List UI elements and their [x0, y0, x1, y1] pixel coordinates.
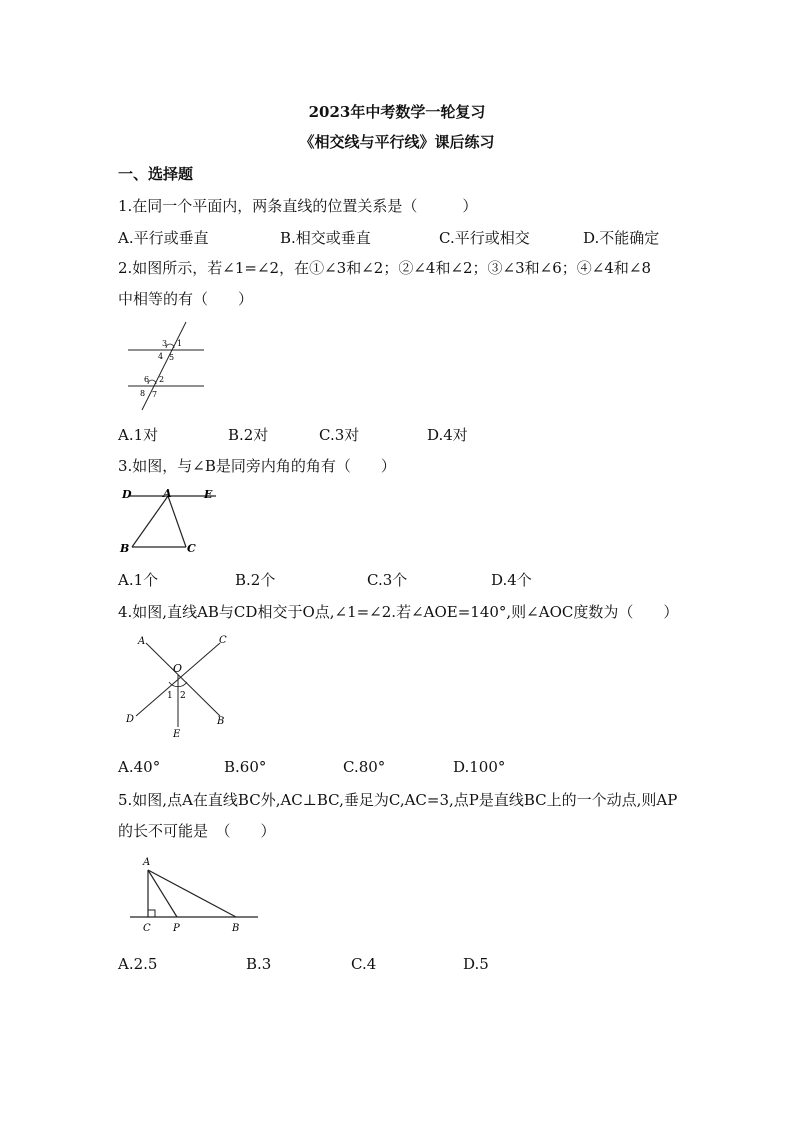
q5-label-p: P: [173, 923, 180, 934]
q3-side-ab: [132, 496, 168, 547]
q2-option-a: A.1对: [118, 426, 159, 444]
q1-option-b: B.相交或垂直: [280, 229, 371, 247]
q3-option-b: B.2个: [235, 571, 276, 589]
q5-stem-line2: 的长不可能是 （ ）: [118, 822, 276, 840]
q3-label-a: A: [163, 487, 172, 500]
q5-stem-line1: 5.如图,点A在直线BC外,AC⊥BC,垂足为C,AC=3,点P是直线BC上的一个动点,则AP: [118, 791, 678, 809]
q2-option-b: B.2对: [228, 426, 269, 444]
q4-label-a: A: [138, 636, 146, 647]
q2-option-d: D.4对: [427, 426, 468, 444]
q5-label-a: A: [143, 857, 151, 868]
q5-figure: [118, 850, 268, 938]
q2-label-8: 8: [140, 389, 146, 398]
q4-stem: 4.如图,直线AB与CD相交于O点,∠1=∠2.若∠AOE=140°,则∠AOC度数为（ ）: [118, 603, 679, 621]
q2-stem-line2: 中相等的有（ ）: [118, 290, 254, 308]
q4-option-a: A.40°: [118, 758, 161, 776]
q3-side-ac: [168, 496, 186, 547]
q4-figure: [118, 630, 238, 742]
q3-label-b: B: [120, 542, 130, 555]
q4-line-ab: [146, 643, 220, 716]
q3-label-c: C: [187, 542, 196, 555]
doc-subtitle: 《相交线与平行线》课后练习: [299, 133, 495, 151]
q2-figure: [118, 318, 218, 413]
q2-option-c: C.3对: [319, 426, 360, 444]
q5-right-angle-mark: [148, 910, 155, 917]
q3-stem: 3.如图，与∠B是同旁内角的角有（ ）: [118, 457, 396, 475]
q1-option-d: D.不能确定: [583, 229, 660, 247]
q5-option-a: A.2.5: [118, 955, 158, 973]
q5-options: [118, 955, 738, 975]
q3-label-d: D: [122, 488, 132, 501]
q2-options: [118, 424, 738, 444]
q5-option-c: C.4: [351, 955, 377, 973]
q4-label-b: B: [217, 716, 225, 727]
q4-label-d: D: [126, 714, 135, 725]
doc-title: 2023年中考数学一轮复习: [308, 103, 486, 121]
q5-label-c: C: [143, 923, 151, 934]
q4-label-o: O: [173, 662, 183, 675]
q3-options: [118, 569, 738, 589]
q2-label-1: 1: [177, 339, 183, 348]
q4-label-e: E: [173, 729, 181, 740]
q4-option-b: B.60°: [224, 758, 267, 776]
section-heading: 一、选择题: [118, 165, 194, 183]
q1-option-c: C.平行或相交: [439, 229, 530, 247]
q5-label-b: B: [232, 923, 240, 934]
q1-option-a: A.平行或垂直: [118, 229, 209, 247]
q4-option-c: C.80°: [343, 758, 386, 776]
q2-label-4: 4: [158, 352, 164, 361]
q2-label-2: 2: [159, 375, 165, 384]
q2-label-5: 5: [169, 353, 175, 362]
q1-options: [118, 227, 738, 247]
q3-label-e: E: [204, 488, 213, 501]
q2-transversal: [142, 322, 186, 410]
q4-label-c: C: [219, 635, 227, 646]
q3-option-c: C.3个: [367, 571, 408, 589]
q2-label-6: 6: [144, 375, 150, 384]
q1-stem: 1.在同一个平面内，两条直线的位置关系是（ ）: [118, 197, 478, 215]
q4-label-2: 2: [180, 691, 186, 701]
q3-option-a: A.1个: [118, 571, 159, 589]
q4-label-1: 1: [167, 691, 173, 701]
q5-option-b: B.3: [246, 955, 272, 973]
q3-figure: [118, 484, 228, 556]
q5-option-d: D.5: [463, 955, 489, 973]
q2-label-3: 3: [162, 339, 168, 348]
q4-options: [118, 758, 738, 778]
q2-label-7: 7: [152, 390, 158, 399]
q4-option-d: D.100°: [453, 758, 506, 776]
q5-segment-ab: [148, 870, 236, 917]
q3-option-d: D.4个: [491, 571, 532, 589]
q2-stem-line1: 2.如图所示，若∠1=∠2，在①∠3和∠2；②∠4和∠2；③∠3和∠6；④∠4和∠8: [118, 259, 652, 277]
